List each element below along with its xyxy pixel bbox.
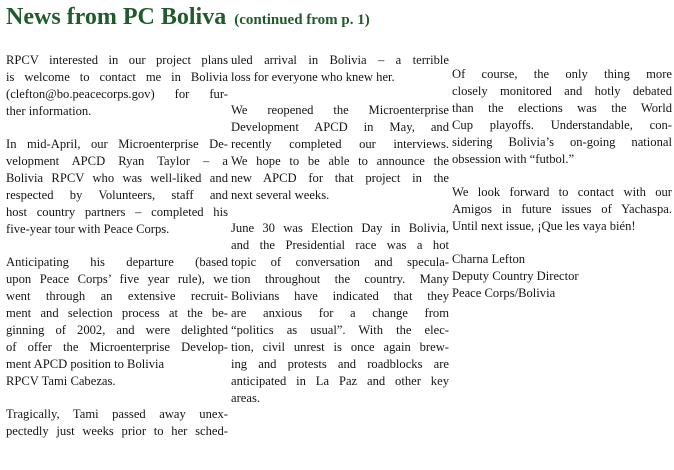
- text-line: loss for everyone who knew her.: [231, 70, 395, 84]
- text-line: ginning of 2002, and were delighted: [6, 323, 228, 337]
- paragraph: [6, 254, 228, 390]
- text-line: Of course, the only thing more: [452, 67, 672, 81]
- text-line: respected by Volunteers, staff and: [6, 188, 228, 202]
- text-line: areas.: [231, 391, 261, 405]
- text-line: ment APCD position to Bolivia: [6, 357, 165, 371]
- text-line: five-year tour with Peace Corps.: [6, 222, 170, 236]
- page-title: [6, 4, 370, 31]
- text-line: velopment APCD Ryan Taylor – a: [6, 154, 228, 168]
- text-line: are anxious for a change from: [231, 306, 449, 320]
- title-main: News from PC Boliva: [6, 4, 227, 30]
- text-line: Amigos in future issues of Yachaspa.: [452, 202, 672, 216]
- text-line: Bolivia RPCV who was well-liked and: [6, 171, 228, 185]
- text-line: We reopened the Microenterprise: [231, 103, 449, 117]
- text-line: Anticipating his departure (based: [6, 255, 228, 269]
- text-line: recently completed our interviews.: [231, 137, 449, 151]
- text-line: In mid-April, our Microenterprise De-: [6, 137, 228, 151]
- signature-title: Deputy Country Director: [452, 269, 579, 283]
- text-line: closely monitored and hotly debated: [452, 84, 672, 98]
- text-line: We look forward to contact with our: [452, 185, 672, 199]
- text-line: Tragically, Tami passed away unex-: [6, 407, 228, 421]
- text-line: Development APCD in May, and: [231, 120, 449, 134]
- text-line: ther information.: [6, 104, 92, 118]
- paragraph: [6, 52, 228, 120]
- text-line: anticipated in La Paz and other key: [231, 374, 449, 388]
- title-continued: (continued from p. 1): [234, 12, 370, 28]
- text-line: topic of conversation and specula-: [231, 255, 449, 269]
- text-line: (clefton@bo.peacecorps.gov) for fur-: [6, 87, 228, 101]
- signature-org: Peace Corps/Bolivia: [452, 286, 556, 300]
- text-line: upon Peace Corps’ five year rule), we: [6, 272, 228, 286]
- text-line: ment and selection process at the be-: [6, 306, 228, 320]
- text-line: next several weeks.: [231, 188, 330, 202]
- text-line: Bolivians have indicated that they: [231, 289, 449, 303]
- text-line: June 30 was Election Day in Bolivia,: [231, 221, 449, 235]
- text-line: We hope to be able to announce the: [231, 154, 449, 168]
- text-line: new APCD for that project in the: [231, 171, 449, 185]
- text-line: is welcome to contact me in Bolivia: [6, 70, 228, 84]
- column-1: [6, 52, 228, 440]
- text-line: “politics as usual”. With the elec-: [231, 323, 449, 337]
- column-3: [452, 66, 672, 302]
- paragraph: [231, 102, 449, 204]
- signature-name: Charna Lefton: [452, 252, 526, 266]
- text-line: went through an extensive recruit-: [6, 289, 228, 303]
- paragraph: [6, 136, 228, 238]
- text-line: uled arrival in Bolivia – a terrible: [231, 53, 449, 67]
- text-line: tion throughout the country. Many: [231, 272, 449, 286]
- text-line: RPCV Tami Cabezas.: [6, 374, 116, 388]
- paragraph: [452, 184, 672, 235]
- signature-block: [452, 251, 672, 302]
- column-2: [231, 52, 449, 407]
- text-line: RPCV interested in our project plans: [6, 53, 228, 67]
- text-line: Cup playoffs. Understandable, con-: [452, 118, 672, 132]
- paragraph: [452, 66, 672, 168]
- text-line: ing and protests and roadblocks are: [231, 357, 449, 371]
- text-line: Until next issue, ¡Que les vaya bién!: [452, 219, 636, 233]
- paragraph: [231, 52, 449, 86]
- paragraph: [231, 220, 449, 407]
- text-line: host country partners – completed his: [6, 205, 228, 219]
- text-line: pectedly just weeks prior to her sched-: [6, 424, 228, 438]
- text-line: tion, civil unrest is once again brew-: [231, 340, 449, 354]
- text-line: and the Presidential race was a hot: [231, 238, 449, 252]
- text-line: of offer the Microenterprise Develop-: [6, 340, 228, 354]
- paragraph: [6, 406, 228, 440]
- text-line: sidering Bolivia’s on-going national: [452, 135, 672, 149]
- text-line: than the elections was the World: [452, 101, 672, 115]
- text-line: obsession with “futbol.”: [452, 152, 575, 166]
